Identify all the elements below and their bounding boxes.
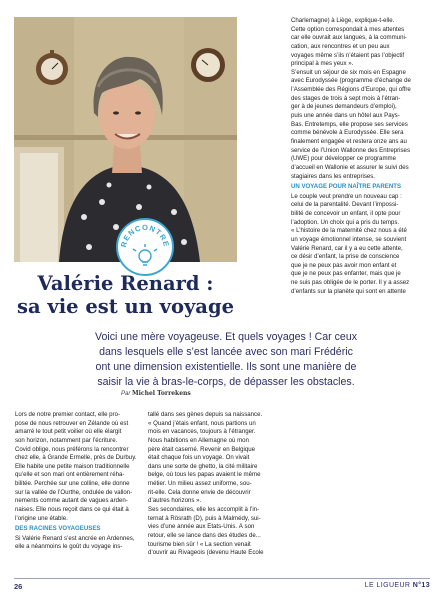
body-text-line: l’origine une étable. [15,514,68,522]
rencontre-badge [116,218,174,276]
body-text-line: chez elle, à Grande Ermelle, près de Durbuy. [15,454,137,462]
section-heading: DES RACINES VOYAGEUSES [15,525,101,533]
body-column-3 [291,17,431,296]
body-text-line: puis une année dans un hôtel aux Pays- [291,112,400,120]
badge-label: RENCONTRE [118,222,172,249]
byline [121,390,191,397]
body-text-line: que je ne peux pas enfanter, mais que je [291,270,401,278]
speech-icon [133,244,157,265]
intro-line-1: Voici une mère voyageuse. Et quels voyages ! Car ceux [94,331,358,343]
issue-number: N°13 [412,582,430,589]
body-text-line: bilitée. Perchée sur une colline, elle donne [15,480,130,488]
body-text-line: belge, où tous les papas avaient le même [148,471,261,479]
section-heading: UN VOYAGE POUR NAÎTRE PARENTS [291,183,402,191]
body-text-line: tallé dans ses gènes depuis sa naissance. [148,411,263,418]
body-text-line: principal à mes yeux ». [291,60,354,68]
body-text-line: que je ne peux pas avoir mon enfant et [291,261,397,269]
body-text-line: l’adoption. Un choix qui a pris du temps. [291,218,400,226]
body-text-line: vies d’une année aux États-Unis. À son [148,523,255,531]
byline-prefix: Par [121,391,131,397]
body-text-line: stagiaires dans les entreprises. [291,172,376,180]
body-text-line: rit-elle. Cela donne envie de découvrir [148,488,251,496]
byline-author: Michel Torrekens [132,390,191,397]
body-text-line: retour, elle se lance dans des études de... [148,531,261,539]
body-text-line: bilité de concevoir un enfant, il opte pour [291,209,401,217]
body-column-2 [148,411,278,558]
body-text-line: qu’elle et son mari ont entièrement réha- [15,471,125,479]
intro-line-4: saisir la vie à bras-le-corps, de dépasser les obstacles. [97,376,355,388]
body-text-line: tourisme bien sûr ! « La section venait [148,540,251,548]
magazine-name: LE LIGUEUR [364,582,411,589]
body-text-line: naises. Elle nous reçoit dans ce qui était à [15,506,129,514]
body-text-line: l’Assemblée des Régions d’Europe, qui offre [291,86,411,94]
body-text-line: Ses secondaires, elle les accomplit à l’in- [148,506,260,514]
body-text-line: père était caserné. Revenir en Belgique [148,445,256,453]
body-text-line: elle a néanmoins le goût du voyage ins- [15,543,123,551]
body-text-line: « Quand j’étais enfant, nous partions un [148,419,256,427]
body-text-line: ne suis pas obligée de le porter. Il y a assez [291,279,410,287]
body-text-line: un voyage émotionnel intense, se souvient [291,235,407,243]
body-text-line: dans une sorte de ghetto, la cité militaire [148,462,258,470]
body-text-line: ce désir d’enfant, la prise de conscience [291,253,400,261]
body-text-line: avec Eurodyssée (programme d’échange de [291,77,411,85]
body-text-line: service de l’Union Wallonne des Entreprises [291,146,410,154]
body-text-line: était chaque fois un voyage. On vivait [148,454,250,462]
body-text-line: mois en vacances, toujours à l’étranger. [148,428,256,436]
body-text-line: car elle ouvrait aux langues, à la communi- [291,34,407,42]
footer-rule [14,578,430,579]
intro-line-2: dans lesquels elle s’est lancée avec son mari Frédéric [99,346,353,358]
body-text-line: ger à de jeunes demandeurs d’emploi), [291,103,397,111]
body-text-line: Le couple veut prendre un nouveau cap : [291,192,402,200]
body-text-line: Valérie Renard, car il y a eu cette attente, [291,244,403,252]
body-text-line: d’autres horizons ». [148,497,202,505]
body-column-1 [15,411,145,552]
body-text-line: comme bénévole à Eurodyssée. Elle sera [291,129,404,137]
body-text-line: voyages même s’ils n’étaient pas l’objectif [291,51,405,59]
body-text-line: des stages de trois à sept mois à l’étran- [291,94,401,102]
body-text-line: nements comme autant de vagues arden- [15,497,128,505]
body-text-line: Elle habite une petite maison traditionnelle [15,462,130,470]
body-text-line: d’accueil en Wallonie et assurer le suivi des [291,163,409,171]
body-text-line: S’ensuit un séjour de six mois en Espagne [291,68,406,76]
body-text-line: sur la vallée de l’Ourthe, ondulée de vallon- [15,488,133,496]
body-text-line: Lors de notre premier contact, elle pro- [15,411,120,418]
body-text-line: d’enfants sur la planète qui sont en attente [291,287,406,295]
body-text-line: pose de nous retrouver en Zélande où est [15,419,129,427]
body-text-line: amarré le tout petit voilier où elle élargit [15,428,122,436]
intro-line-3: ont une dimension existentielle. Ils sont une manière de [95,361,357,373]
magazine-footer [365,582,430,589]
body-text-line: Charlemagne) à Liège, explique-t-elle. [291,17,395,24]
body-text-line: Si Valérie Renard s’est ancrée en Ardennes, [15,534,135,542]
body-text-line: Covid oblige, nous préférons la rencontrer [15,445,129,453]
body-text-line: finalement engagée et restera onze ans au [291,137,407,145]
body-text-line: ternat à Rösrath (D), puis à Malmédy, sui- [148,514,261,522]
body-text-line: métier. Un milieu assez uniforme, sou- [148,480,252,488]
body-text-line: d’ouvrir au Rivageois (devenu Haute École [148,549,264,557]
body-text-line: Cette option correspondait à mes attentes [291,25,405,33]
body-text-line: « L’histoire de la maternité chez nous a été [291,227,407,235]
body-text-line: son horizon, notamment par l’écriture. [15,436,118,444]
body-text-line: celui de la parentalité. Devant l’impossi- [291,201,399,209]
body-text-line: cation, aux rencontres et un peu aux [291,42,390,50]
body-text-line: Nous habitions en Allemagne où mon [148,436,249,444]
article-title-line-2: sa vie est un voyage [16,295,234,318]
body-text-line: (UWE) pour développer ce programme [291,155,396,163]
article-title-line-1: Valérie Renard : [37,272,214,295]
page-number: 26 [14,582,23,591]
body-text-line: Bas. Entretemps, elle propose ses services [291,120,408,128]
